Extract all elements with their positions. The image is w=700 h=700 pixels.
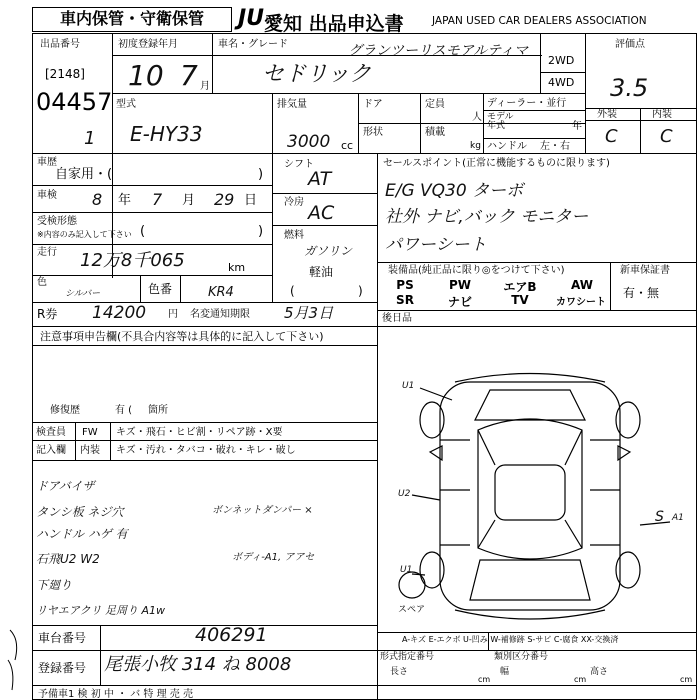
rating-label: 評価点: [615, 39, 645, 50]
plate-value: 尾張小牧 314 ね 8008: [104, 654, 292, 675]
shift-value: AT: [308, 168, 332, 190]
lot-number: 04457: [36, 88, 113, 116]
color-value: シルバー: [65, 289, 101, 299]
recycle-unit: 円: [168, 309, 178, 320]
bottom-codes: 予備車1 検 初 中 ・ バ 特 理 売 売: [38, 689, 193, 700]
disp-value: 3000: [287, 132, 331, 152]
name-label: 車名・グレード: [218, 39, 288, 50]
inspector-label-1: 検査員: [36, 427, 66, 438]
model-year-unit: 年: [572, 121, 582, 132]
fuel-open: (: [290, 284, 295, 298]
reg-month-unit: 月: [200, 81, 210, 92]
org-title-en: JAPAN USED CAR DEALERS ASSOCIATION: [432, 15, 647, 27]
repair-close: 箇所: [148, 405, 168, 416]
handle-value: 左・右: [540, 141, 570, 152]
chassis-num: 1: [84, 128, 96, 149]
width-unit: cm: [574, 675, 587, 684]
chassis-type: E-HY33: [130, 122, 203, 146]
equip-aw: AW: [571, 278, 593, 292]
vin-value: 406291: [195, 624, 268, 646]
doors-label: ドア: [363, 99, 383, 110]
handle-label: ハンドル: [487, 141, 527, 152]
recycle-value: 14200: [92, 303, 147, 323]
inspector-fw: FW: [82, 427, 98, 438]
sales-line-1: E/G VQ30 ターボ: [385, 181, 524, 201]
length-unit: cm: [478, 675, 491, 684]
color-label: 色: [37, 277, 47, 288]
capacity-label: 定員: [425, 99, 445, 110]
damage-a1-right: A1: [672, 513, 684, 523]
inspection-year: 8: [92, 190, 103, 209]
mileage-label: 走行: [37, 247, 57, 258]
equip-label: 装備品(純正品に限り◎をつけて下さい): [388, 265, 565, 276]
warranty-label: 新車保証書: [620, 265, 670, 276]
inspection-month: 7: [152, 190, 163, 209]
ext-grade: C: [605, 126, 618, 147]
color-num: KR4: [208, 285, 234, 300]
damage-legend: A-キズ E-エクボ U-凹み W-補修跡 S-サビ C-腐食 XX-交換済: [402, 635, 619, 644]
height-unit: cm: [680, 675, 693, 684]
spare-label: スペア: [398, 605, 426, 615]
mileage-unit: km: [228, 261, 246, 274]
inspection-d-unit: 日: [244, 193, 258, 208]
reg-year: 10: [128, 59, 164, 92]
model-name: セドリック: [262, 62, 372, 87]
color-num-label: 色番: [148, 282, 173, 296]
inspection-y-unit: 年: [118, 193, 132, 208]
accept-close: ): [258, 224, 264, 239]
width-label: 幅: [500, 667, 510, 677]
lot-label: 出品番号: [40, 39, 80, 50]
damage-u2-left: U2: [398, 489, 411, 499]
damage-s-right: S: [655, 509, 664, 525]
fuel-label: 燃料: [284, 230, 304, 241]
drive-2wd: 2WD: [548, 54, 575, 67]
height-label: 高さ: [590, 667, 609, 677]
dealer-label: ディーラー・並行: [487, 98, 567, 109]
transfer-label: 名変通知期限: [190, 309, 250, 320]
inspection-day: 29: [214, 190, 235, 209]
storage-title: 車内保管・守衛保管: [32, 7, 232, 32]
load-label: 積載: [425, 127, 445, 138]
length-label: 長さ: [390, 667, 409, 677]
warranty-value: 有・無: [623, 286, 660, 300]
damage-u1-front: U1: [402, 381, 415, 391]
sales-line-3: パワーシート: [385, 235, 487, 255]
transfer-value: 5月3日: [284, 304, 334, 322]
capacity-unit: 人: [472, 112, 482, 123]
note-line-5: 下廻り: [36, 578, 73, 592]
inspector-interior-text: キズ・汚れ・タバコ・破れ・キレ・破し: [116, 445, 296, 456]
vin-label: 車台番号: [38, 631, 87, 645]
fuel-close: ): [358, 284, 363, 298]
accept-note: ※内容のみ記入して下さい: [37, 230, 132, 239]
plate-label: 登録番号: [38, 661, 87, 675]
inspector-interior: 内装: [80, 445, 100, 456]
ju-logo: JU: [238, 6, 265, 31]
ac-label: 冷房: [284, 197, 304, 208]
equip-pw: PW: [448, 278, 472, 292]
equip-ps: PS: [396, 278, 414, 292]
accept-label: 受検形態: [37, 216, 77, 227]
note-line-2b: ボンネットダンパー ×: [212, 505, 313, 516]
fuel-diesel: 軽油: [309, 265, 334, 279]
shift-label: シフト: [284, 159, 314, 170]
drive-4wd: 4WD: [548, 76, 575, 89]
damage-u1-rear: U1: [400, 565, 413, 575]
int-label: 内装: [652, 109, 672, 120]
repair-value: 有 (: [115, 405, 133, 416]
equip-navi: ナビ: [447, 295, 472, 309]
later-label: 後日品: [382, 313, 412, 324]
note-line-6: リヤエアクリ 足周り A1w: [36, 604, 165, 617]
load-unit: kg: [470, 141, 481, 151]
fuel-gas: ガソリン: [304, 244, 353, 258]
mileage-value: 12万8千065: [80, 250, 185, 271]
history-label: 車歴: [37, 157, 57, 168]
inspector-label-2: 記入欄: [36, 445, 66, 456]
lot-code: [2148]: [45, 67, 85, 81]
equip-sr: SR: [396, 293, 414, 307]
accept-open: (: [140, 224, 146, 239]
equip-tv: TV: [511, 293, 529, 307]
ac-value: AC: [308, 202, 335, 224]
repair-label: 修復歴: [50, 405, 80, 416]
equip-airbag: エアB: [503, 280, 537, 294]
inspection-m-unit: 月: [182, 193, 196, 208]
form-number-label: 形式指定番号: [380, 652, 435, 662]
ext-label: 外装: [597, 109, 617, 120]
inspector-fw-text: キズ・飛石・ヒビ割・リペア跡・X要: [116, 427, 283, 438]
class-number-label: 類別区分番号: [494, 652, 549, 662]
disp-label: 排気量: [277, 99, 307, 110]
org-title: 愛知 出品申込書: [264, 13, 404, 35]
shape-label: 形状: [363, 127, 383, 138]
inspection-label: 車検: [37, 190, 57, 201]
int-grade: C: [660, 126, 673, 147]
note-line-1: ドアバイザ: [36, 479, 95, 493]
notes-label: 注意事項申告欄(不具合内容等は具体的に記入して下さい): [40, 330, 324, 343]
disp-unit: cc: [341, 139, 354, 152]
rating-score: 3.5: [610, 74, 649, 102]
model-grade: グランツーリスモアルティマ: [348, 43, 529, 59]
note-line-3: ハンドル ハゲ 有: [36, 527, 128, 541]
sales-line-2: 社外 ナビ,バック モニター: [385, 207, 589, 227]
recycle-label: R券: [37, 307, 58, 321]
sales-label: セールスポイント(正常に機能するものに限ります): [383, 158, 610, 169]
model-year-label: モデル 年式: [487, 112, 514, 131]
chassis-label: 型式: [116, 99, 136, 110]
reg-label: 初度登録年月: [118, 39, 178, 50]
note-line-4b: ボディ-A1, アアセ: [232, 552, 315, 563]
note-line-4: 石飛U2 W2: [36, 552, 100, 566]
history-value: 自家用・(: [55, 167, 113, 182]
reg-month: 7: [180, 59, 198, 92]
note-line-2: タンシ板 ネジ穴: [36, 505, 124, 519]
equip-seat: カワシート: [556, 297, 606, 308]
history-close: ): [258, 167, 264, 182]
